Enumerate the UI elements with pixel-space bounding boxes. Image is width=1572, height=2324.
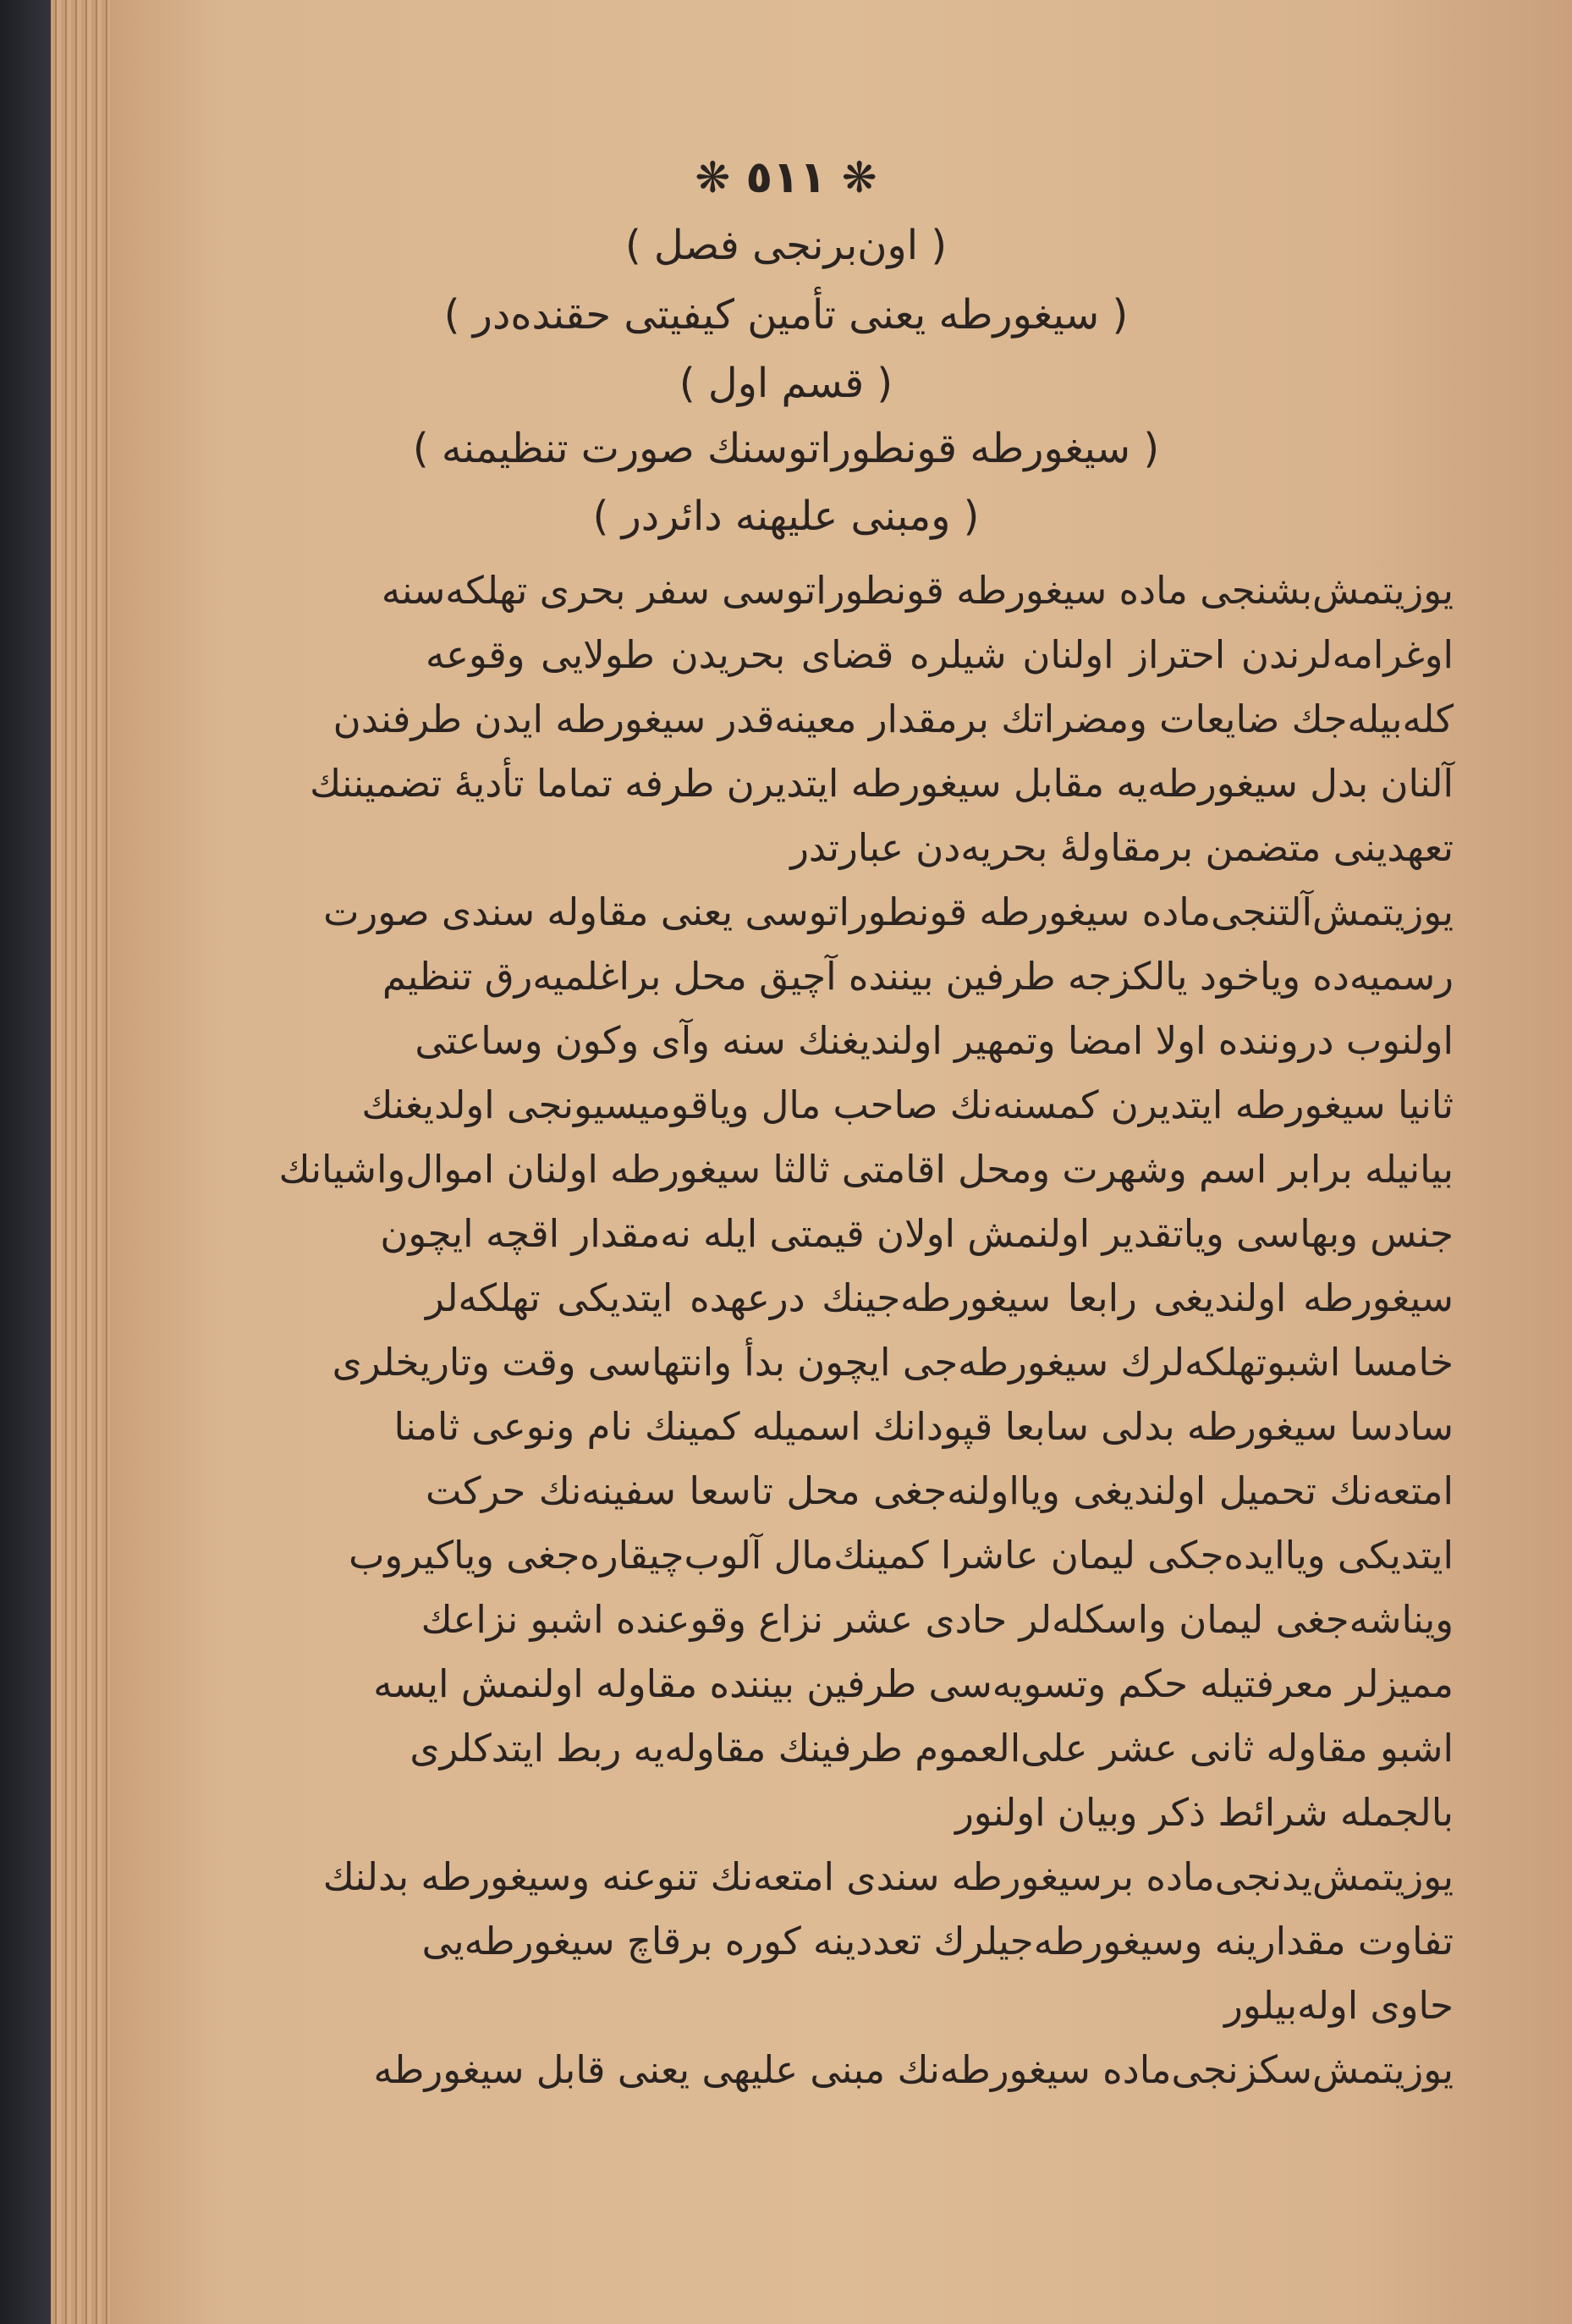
- page-number-header: [0, 152, 1572, 203]
- text-line: تعهدینی متضمن برمقاولهٔ بحریه‌دن عبارتدر: [790, 825, 1454, 870]
- text-line: آلنان بدل سیغورطه‌یه مقابل سیغورطه ایتدیرن طرفه تماما تأدیهٔ تضمیننك: [310, 761, 1454, 806]
- text-line: ویناشه‌جغی لیمان واسکله‌لر حادی عشر نزاع وقوعنده اشبو نزاعك: [420, 1597, 1454, 1642]
- section-heading: ( قسم اول ): [679, 360, 893, 407]
- chapter-subtitle: ( سیغورطه یعنی تأمین کیفیتی حقنده‌در ): [443, 291, 1129, 339]
- body-text: [278, 559, 1454, 2102]
- text-line: اولنوب دروننده اولا امضا وتمهیر اولندیغنك سنه وآی وکون وساعتی: [415, 1018, 1454, 1063]
- section-subtitle: ( سیغورطه قونطوراتوسنك صورت تنظیمنه ): [412, 425, 1160, 472]
- text-line: یوزیتمش‌آلتنجی‌ماده سیغورطه قونطوراتوسی یعنی مقاوله سندی صورت: [323, 889, 1454, 934]
- ornament-icon: ❋: [695, 153, 731, 202]
- text-line: اشبو مقاوله ثانی عشر علی‌العموم طرفینك مقاوله‌یه ربط ایتدکلری: [409, 1726, 1454, 1771]
- ornament-icon: ❋: [841, 153, 877, 202]
- page-edges: [51, 0, 110, 2324]
- text-line: امتعه‌نك تحمیل اولندیغی ویااولنه‌جغی محل تاسعا سفینه‌نك حرکت: [426, 1468, 1454, 1513]
- text-line: کله‌بیله‌جك ضایعات ومضراتك برمقدار معینه‌قدر سیغورطه ایدن طرفندن: [333, 697, 1454, 741]
- text-line: خامسا اشبوتهلکه‌لرك سیغورطه‌جی ایچون بدأ وانتهاسی وقت وتاریخلری: [332, 1340, 1454, 1385]
- text-line: اوغرامه‌لرندن احتراز اولنان شیلره قضای بحریدن طولایی وقوعه: [426, 632, 1454, 677]
- text-line: حاوی اوله‌بیلور: [1224, 1983, 1454, 2028]
- text-line: یوزیتمش‌سکزنجی‌ماده سیغورطه‌نك مبنی علیهی یعنی قابل سیغورطه: [373, 2047, 1454, 2092]
- page-number: ٥١١: [745, 152, 827, 203]
- section-subtitle-2: ( ومبنی علیهنه دائردر ): [592, 493, 980, 540]
- text-line: یوزیتمش‌بشنجی ماده سیغورطه قونطوراتوسی سفر بحری تهلکه‌سنه: [381, 568, 1454, 613]
- text-line: تفاوت مقدارینه وسیغورطه‌جیلرك تعددینه کوره برقاچ سیغورطه‌یی: [421, 1919, 1454, 1963]
- text-line: رسمیه‌ده ویاخود یالکزجه طرفین بیننده آچیق محل براغلمیه‌رق تنظیم: [382, 954, 1454, 999]
- text-line: ممیزلر معرفتیله حکم وتسویه‌سی طرفین بیننده مقاوله اولنمش ایسه: [373, 1661, 1454, 1706]
- text-line: ایتدیکی ویاایده‌جکی لیمان عاشرا کمینك‌مال آلوب‌چیقاره‌جغی ویاکیروب: [349, 1533, 1454, 1578]
- book-binding: [0, 0, 51, 2324]
- text-line: یوزیتمش‌یدنجی‌ماده برسیغورطه سندی امتعه‌نك تنوعنه وسیغورطه بدلنك: [322, 1854, 1454, 1899]
- text-line: جنس وبهاسی ویاتقدیر اولنمش اولان قیمتی ایله نه‌مقدار اقچه ایچون: [380, 1211, 1454, 1256]
- chapter-heading: ( اون‌برنجی فصل ): [624, 222, 948, 269]
- text-line: سیغورطه اولندیغی رابعا سیغورطه‌جینك درعهده ایتدیکی تهلکه‌لر: [426, 1275, 1454, 1320]
- text-line: سادسا سیغورطه بدلی سابعا قپودانك اسمیله کمینك نام ونوعی ثامنا: [393, 1404, 1454, 1449]
- text-line: بالجمله شرائط ذکر وبیان اولنور: [955, 1790, 1454, 1835]
- text-line: بیانیله برابر اسم وشهرت ومحل اقامتی ثالثا سیغورطه اولنان اموال‌واشیانك: [278, 1147, 1454, 1192]
- text-line: ثانیا سیغورطه ایتدیرن کمسنه‌نك صاحب مال ویاقومیسیونجی اولدیغنك: [361, 1082, 1454, 1127]
